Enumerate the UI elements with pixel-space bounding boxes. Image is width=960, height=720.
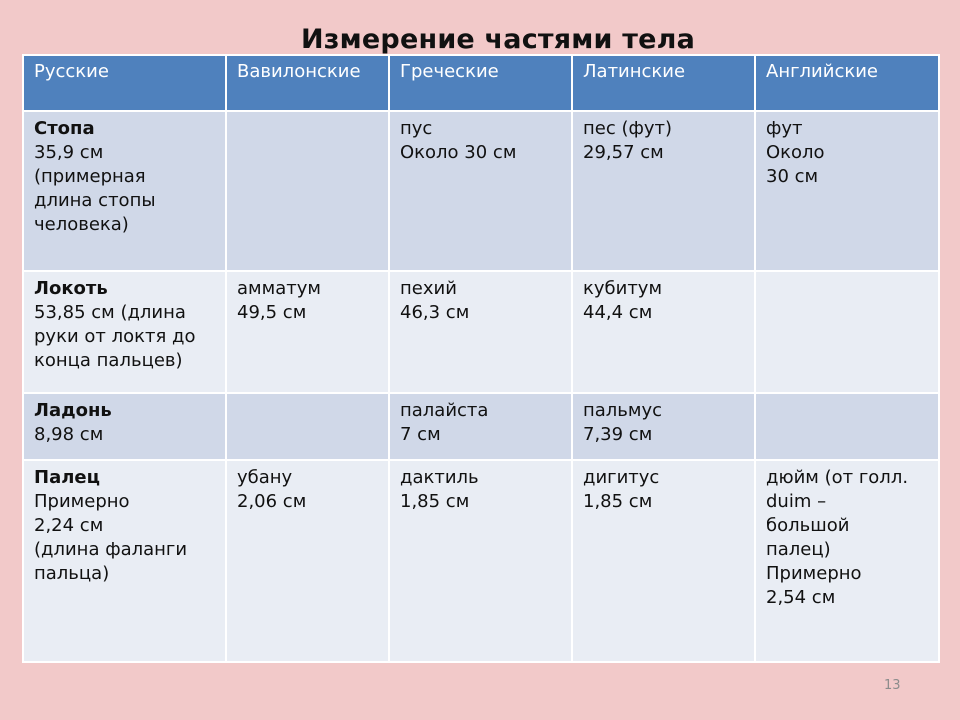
cell-line: палец) bbox=[766, 539, 831, 560]
cell-line: 8,98 см bbox=[34, 424, 104, 445]
header-russian: Русские bbox=[23, 55, 226, 111]
cell-line: (длина фаланги bbox=[34, 539, 188, 560]
cell-line: кубитум bbox=[583, 278, 663, 299]
table-row bbox=[23, 393, 939, 460]
cell-greek bbox=[389, 460, 572, 662]
cell-latin bbox=[572, 460, 755, 662]
cell-line: дюйм (от голл. bbox=[766, 467, 909, 488]
cell-latin bbox=[572, 393, 755, 460]
cell-line: 49,5 см bbox=[237, 302, 307, 323]
table-row bbox=[23, 271, 939, 393]
header-greek: Греческие bbox=[389, 55, 572, 111]
cell-latin bbox=[572, 271, 755, 393]
cell-greek bbox=[389, 393, 572, 460]
cell-line: пус bbox=[400, 118, 433, 139]
cell-line: фут bbox=[766, 118, 803, 139]
cell-babylonian bbox=[226, 393, 389, 460]
cell-greek bbox=[389, 111, 572, 271]
cell-line: большой bbox=[766, 515, 850, 536]
cell-babylonian bbox=[226, 111, 389, 271]
cell-russian bbox=[23, 111, 226, 271]
cell-line: 2,24 см bbox=[34, 515, 104, 536]
table-header-row bbox=[23, 55, 939, 111]
cell-babylonian bbox=[226, 271, 389, 393]
cell-english bbox=[755, 460, 939, 662]
cell-line: пальмус bbox=[583, 400, 663, 421]
cell-line: 1,85 см bbox=[400, 491, 470, 512]
cell-line: Около bbox=[766, 142, 825, 163]
unit-name: Ладонь bbox=[34, 400, 112, 421]
cell-line: амматум bbox=[237, 278, 321, 299]
measurement-table bbox=[22, 54, 940, 663]
cell-english bbox=[755, 111, 939, 271]
table-row bbox=[23, 111, 939, 271]
cell-line: пес (фут) bbox=[583, 118, 673, 139]
cell-english bbox=[755, 393, 939, 460]
cell-line: дактиль bbox=[400, 467, 479, 488]
cell-line: 2,06 см bbox=[237, 491, 307, 512]
cell-line: дигитус bbox=[583, 467, 660, 488]
cell-line: 7 см bbox=[400, 424, 441, 445]
cell-line: 35,9 см bbox=[34, 142, 104, 163]
cell-line: 30 см bbox=[766, 166, 819, 187]
cell-russian bbox=[23, 460, 226, 662]
cell-line: 1,85 см bbox=[583, 491, 653, 512]
cell-line: 29,57 см bbox=[583, 142, 664, 163]
cell-line: 44,4 см bbox=[583, 302, 653, 323]
header-babylonian: Вавилонские bbox=[226, 55, 389, 111]
cell-line: убану bbox=[237, 467, 293, 488]
cell-line: 2,54 см bbox=[766, 587, 836, 608]
cell-english bbox=[755, 271, 939, 393]
cell-greek bbox=[389, 271, 572, 393]
cell-line: Примерно bbox=[34, 491, 130, 512]
cell-line: 53,85 см (длина bbox=[34, 302, 186, 323]
cell-line: Примерно bbox=[766, 563, 862, 584]
cell-line: конца пальцев) bbox=[34, 350, 183, 371]
cell-line: 46,3 см bbox=[400, 302, 470, 323]
header-latin: Латинские bbox=[572, 55, 755, 111]
table-row bbox=[23, 460, 939, 662]
cell-babylonian bbox=[226, 460, 389, 662]
cell-line: duim – bbox=[766, 491, 827, 512]
cell-line: 7,39 см bbox=[583, 424, 653, 445]
cell-russian bbox=[23, 393, 226, 460]
header-english: Английские bbox=[755, 55, 939, 111]
cell-line: человека) bbox=[34, 214, 129, 235]
unit-name: Палец bbox=[34, 467, 100, 488]
page-number: 13 bbox=[884, 678, 901, 693]
cell-latin bbox=[572, 111, 755, 271]
cell-line: длина стопы bbox=[34, 190, 156, 211]
cell-line: палайста bbox=[400, 400, 489, 421]
cell-line: руки от локтя до bbox=[34, 326, 196, 347]
cell-line: (примерная bbox=[34, 166, 146, 187]
unit-name: Локоть bbox=[34, 278, 108, 299]
cell-line: Около 30 см bbox=[400, 142, 517, 163]
cell-line: пехий bbox=[400, 278, 457, 299]
cell-line: пальца) bbox=[34, 563, 110, 584]
cell-russian bbox=[23, 271, 226, 393]
slide-title: Измерение частями тела bbox=[300, 24, 696, 55]
unit-name: Стопа bbox=[34, 118, 95, 139]
